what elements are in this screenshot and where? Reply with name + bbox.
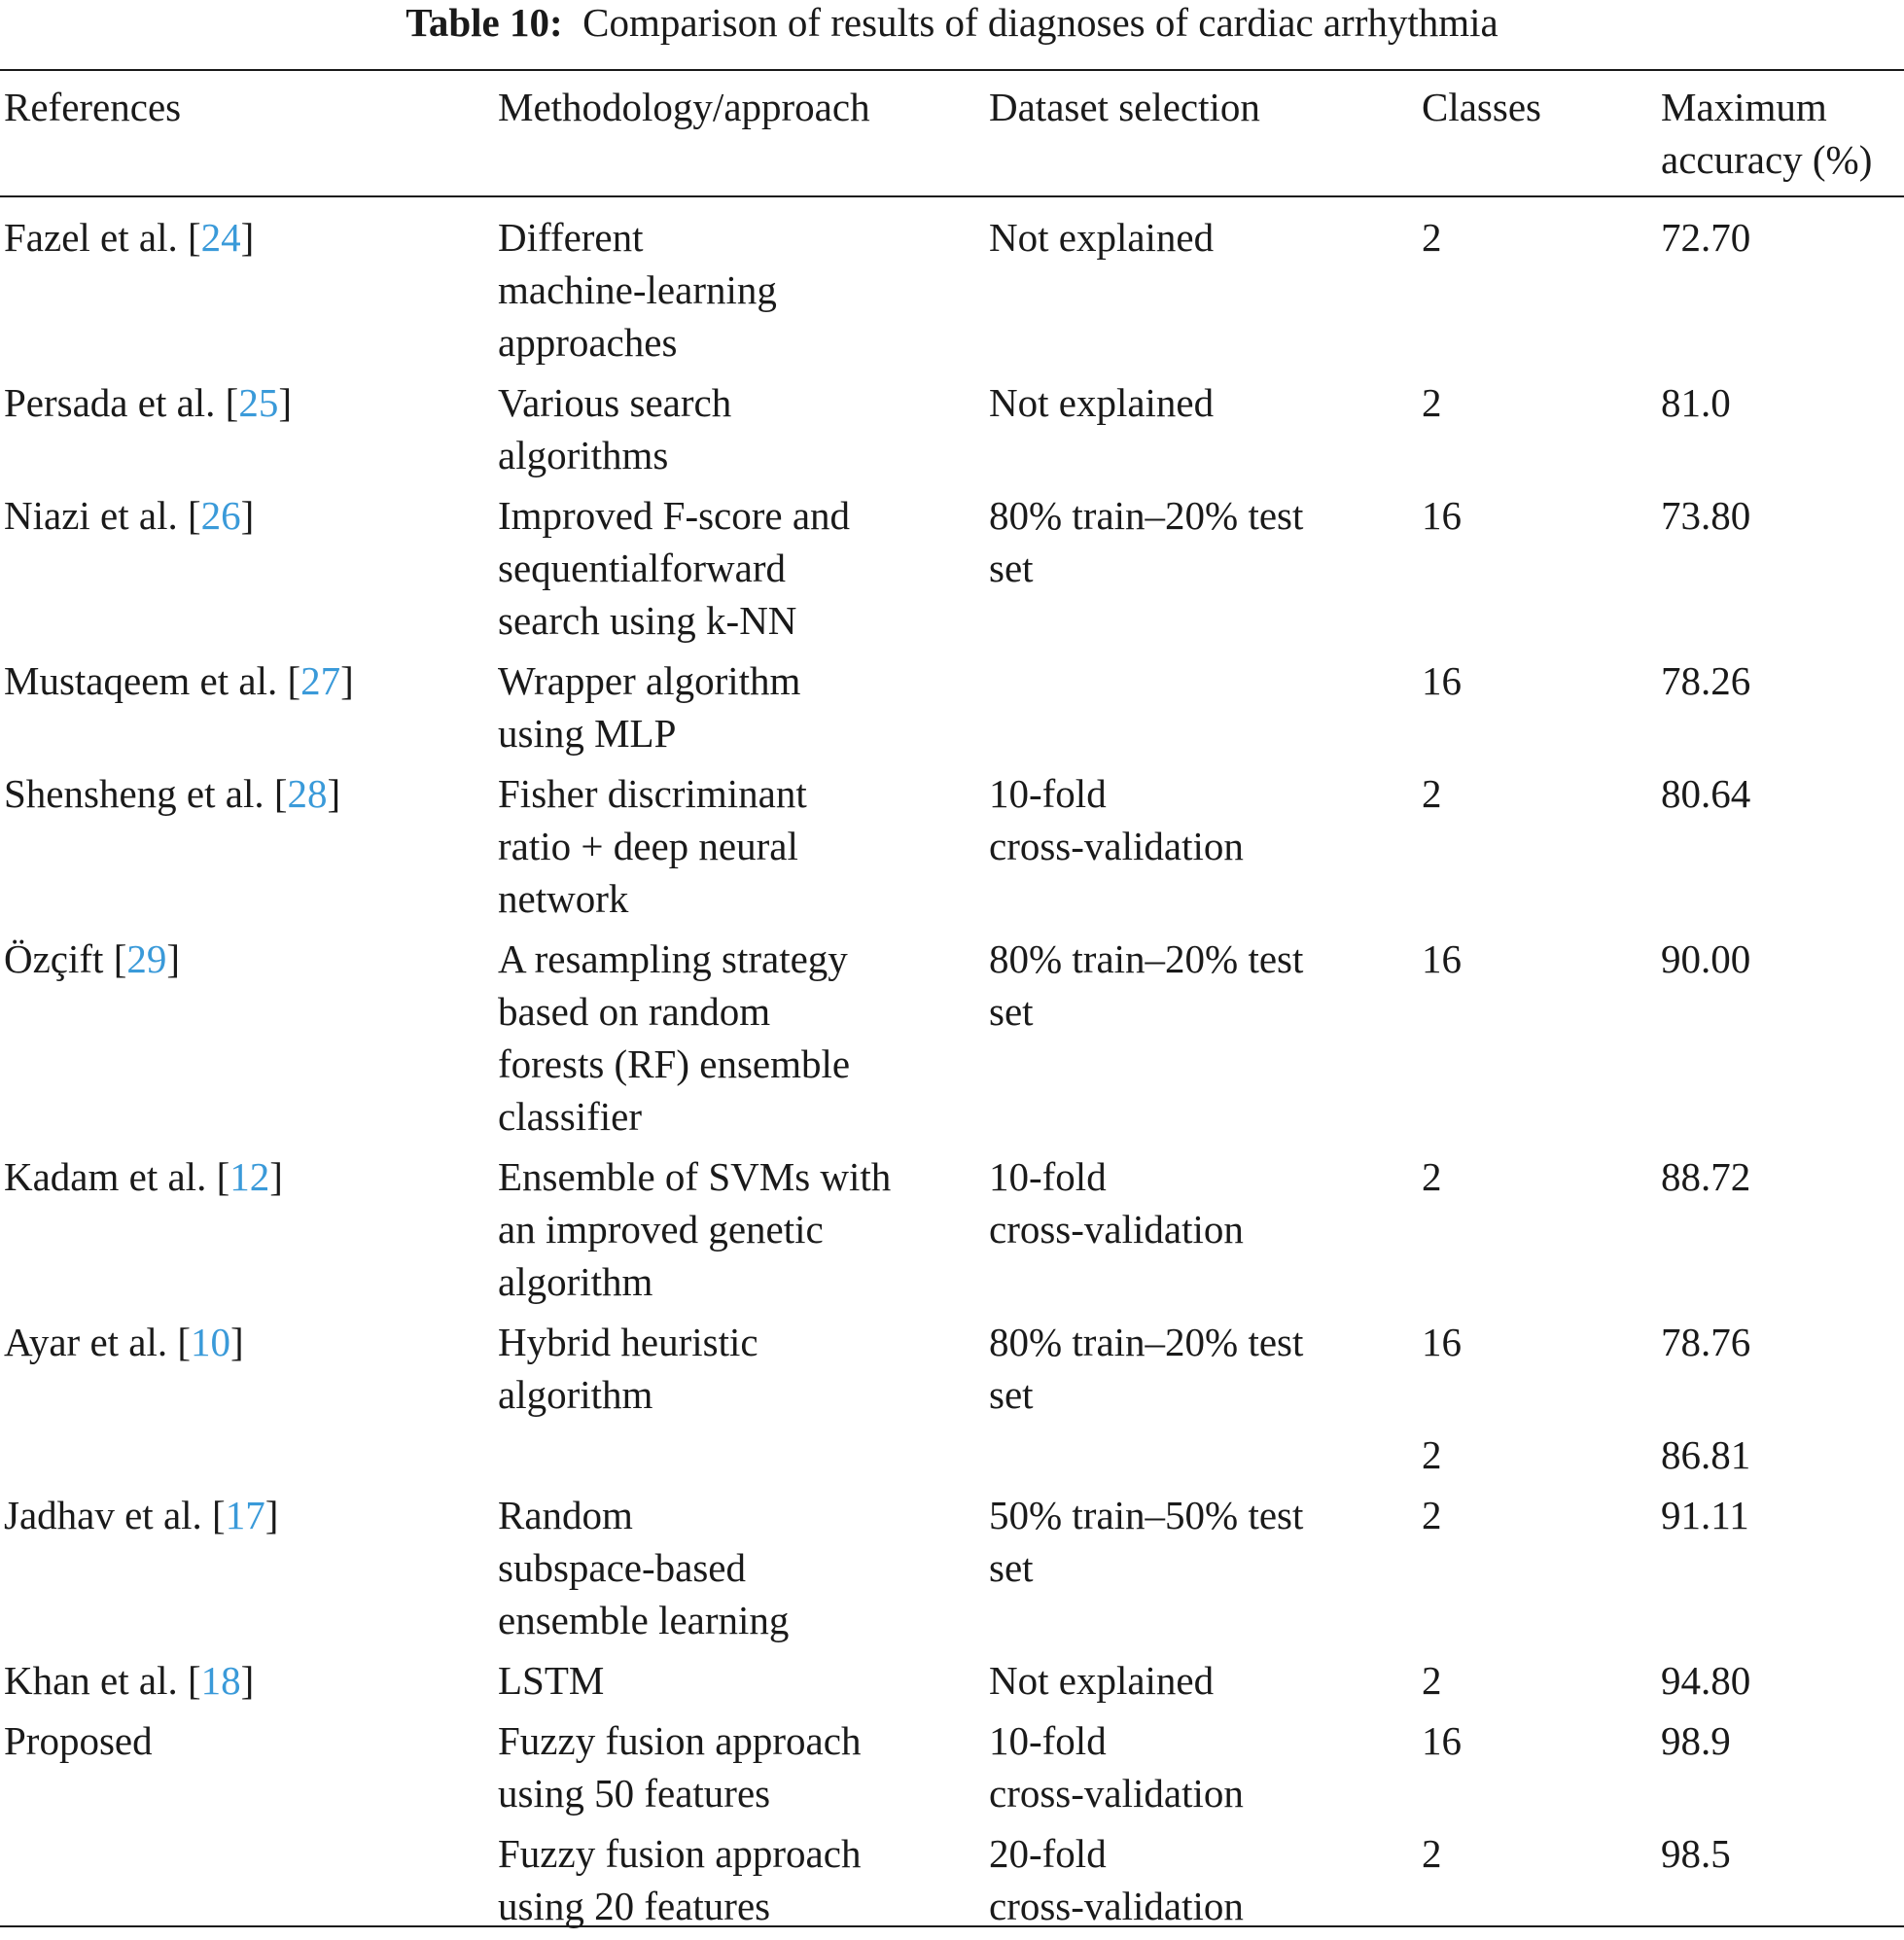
reference-text: Niazi et al. [ [4, 493, 201, 538]
classes-cell: 16 [1422, 493, 1462, 538]
accuracy-cell: 90.00 [1661, 936, 1751, 981]
header-accuracy: Maximum accuracy (%) [1661, 85, 1873, 182]
classes-cell: 2 [1422, 380, 1442, 425]
accuracy-cell: 81.0 [1661, 380, 1731, 425]
citation-link[interactable]: 26 [200, 493, 241, 538]
methodology-cell: Random subspace-based ensemble learning [498, 1493, 790, 1642]
table-row [0, 376, 1904, 489]
methodology-cell: A resampling strategy based on random forests (RF) ensemble classifier [498, 936, 851, 1139]
reference-bracket: ] [269, 1154, 283, 1199]
dataset-cell: 10-fold cross-validation [989, 1154, 1244, 1252]
reference-cell [0, 1654, 494, 1714]
classes-cell: 2 [1422, 215, 1442, 260]
reference-cell [0, 767, 494, 933]
reference-text: Persada et al. [ [4, 380, 239, 425]
reference-text: Fazel et al. [ [4, 215, 201, 260]
table-row [0, 1714, 1904, 1827]
reference-bracket: ] [327, 771, 341, 816]
reference-text: Khan et al. [ [4, 1658, 201, 1703]
reference-bracket: ] [278, 380, 292, 425]
dataset-cell: 10-fold cross-validation [989, 1718, 1244, 1816]
table-row [0, 1827, 1904, 1940]
dataset-cell: 80% train–20% test set [989, 493, 1304, 590]
citation-link[interactable]: 12 [229, 1154, 270, 1199]
table-header [0, 71, 1904, 197]
accuracy-cell: 78.76 [1661, 1320, 1751, 1364]
dataset-cell [985, 654, 1418, 767]
classes-cell: 16 [1422, 936, 1462, 981]
table-row [0, 1489, 1904, 1654]
dataset-cell: Not explained [989, 215, 1215, 260]
reference-cell [0, 1827, 494, 1940]
accuracy-cell: 91.11 [1661, 1493, 1749, 1537]
reference-cell [0, 1316, 494, 1429]
header-references: References [4, 85, 182, 129]
table-row [0, 1429, 1904, 1489]
header-classes: Classes [1422, 85, 1541, 129]
reference-cell [0, 1489, 494, 1654]
table-row [0, 1150, 1904, 1316]
reference-cell [0, 1150, 494, 1316]
citation-link[interactable]: 17 [225, 1493, 265, 1537]
reference-bracket: ] [264, 1493, 279, 1537]
accuracy-cell: 73.80 [1661, 493, 1751, 538]
classes-cell: 2 [1422, 1493, 1442, 1537]
classes-cell: 2 [1422, 1831, 1442, 1876]
citation-link[interactable]: 10 [191, 1320, 231, 1364]
reference-text: Kadam et al. [ [4, 1154, 230, 1199]
reference-text: Mustaqeem et al. [ [4, 658, 301, 703]
accuracy-cell: 86.81 [1661, 1432, 1751, 1477]
table-body [0, 197, 1904, 1940]
citation-link[interactable]: 27 [300, 658, 341, 703]
accuracy-cell: 88.72 [1661, 1154, 1751, 1199]
citation-link[interactable]: 18 [200, 1658, 241, 1703]
reference-cell [0, 654, 494, 767]
dataset-cell: 20-fold cross-validation [989, 1831, 1244, 1928]
classes-cell: 2 [1422, 1658, 1442, 1703]
table-caption [0, 0, 1904, 45]
table-row [0, 489, 1904, 654]
dataset-cell: 10-fold cross-validation [989, 771, 1244, 868]
table-caption-text: Comparison of results of diagnoses of cardiac arrhythmia [582, 0, 1499, 45]
table-row [0, 1316, 1904, 1429]
methodology-cell: Wrapper algorithm using MLP [498, 658, 801, 756]
classes-cell: 2 [1422, 1432, 1442, 1477]
reference-cell [0, 197, 494, 376]
reference-text: Jadhav et al. [ [4, 1493, 226, 1537]
classes-cell: 2 [1422, 771, 1442, 816]
methodology-cell [494, 1429, 985, 1489]
citation-link[interactable]: 24 [200, 215, 241, 260]
reference-text: Ayar et al. [ [4, 1320, 192, 1364]
header-row [0, 71, 1904, 197]
reference-cell [0, 1714, 494, 1827]
citation-link[interactable]: 29 [126, 936, 167, 981]
reference-bracket: ] [230, 1320, 244, 1364]
methodology-cell: Different machine-learning approaches [498, 215, 777, 365]
methodology-cell: LSTM [498, 1658, 605, 1703]
table-row [0, 767, 1904, 933]
methodology-cell: Ensemble of SVMs with an improved genetic algorithm [498, 1154, 892, 1304]
reference-text: Proposed [4, 1718, 153, 1763]
accuracy-cell: 80.64 [1661, 771, 1751, 816]
reference-cell [0, 489, 494, 654]
classes-cell: 16 [1422, 1718, 1462, 1763]
table-row [0, 197, 1904, 376]
dataset-cell: 80% train–20% test set [989, 1320, 1304, 1417]
accuracy-cell: 72.70 [1661, 215, 1751, 260]
dataset-cell: Not explained [989, 380, 1215, 425]
accuracy-cell: 94.80 [1661, 1658, 1751, 1703]
header-dataset: Dataset selection [989, 85, 1260, 129]
reference-text: Özçift [ [4, 936, 127, 981]
table-row [0, 1654, 1904, 1714]
methodology-cell: Fuzzy fusion approach using 20 features [498, 1831, 862, 1928]
classes-cell: 16 [1422, 658, 1462, 703]
accuracy-cell: 78.26 [1661, 658, 1751, 703]
methodology-cell: Fisher discriminant ratio + deep neural network [498, 771, 807, 921]
methodology-cell: Fuzzy fusion approach using 50 features [498, 1718, 862, 1816]
reference-bracket: ] [240, 1658, 255, 1703]
dataset-cell: Not explained [989, 1658, 1215, 1703]
methodology-cell: Various search algorithms [498, 380, 732, 477]
reference-bracket: ] [166, 936, 180, 981]
reference-cell [0, 933, 494, 1150]
dataset-cell: 80% train–20% test set [989, 936, 1304, 1034]
dataset-cell: 50% train–50% test set [989, 1493, 1304, 1590]
reference-cell [0, 376, 494, 489]
dataset-cell [985, 1429, 1418, 1489]
reference-text: Shensheng et al. [ [4, 771, 288, 816]
reference-cell [0, 1429, 494, 1489]
classes-cell: 16 [1422, 1320, 1462, 1364]
table-caption-label: Table 10: [405, 0, 563, 45]
table-row [0, 654, 1904, 767]
reference-bracket: ] [340, 658, 354, 703]
methodology-cell: Hybrid heuristic algorithm [498, 1320, 758, 1417]
classes-cell: 2 [1422, 1154, 1442, 1199]
methodology-cell: Improved F-score and sequentialforward search using k-NN [498, 493, 851, 643]
accuracy-cell: 98.5 [1661, 1831, 1731, 1876]
header-methodology: Methodology/approach [498, 85, 870, 129]
table-row [0, 933, 1904, 1150]
results-table [0, 71, 1904, 1940]
citation-link[interactable]: 28 [287, 771, 328, 816]
reference-bracket: ] [240, 215, 255, 260]
reference-bracket: ] [240, 493, 255, 538]
citation-link[interactable]: 25 [238, 380, 279, 425]
accuracy-cell: 98.9 [1661, 1718, 1731, 1763]
